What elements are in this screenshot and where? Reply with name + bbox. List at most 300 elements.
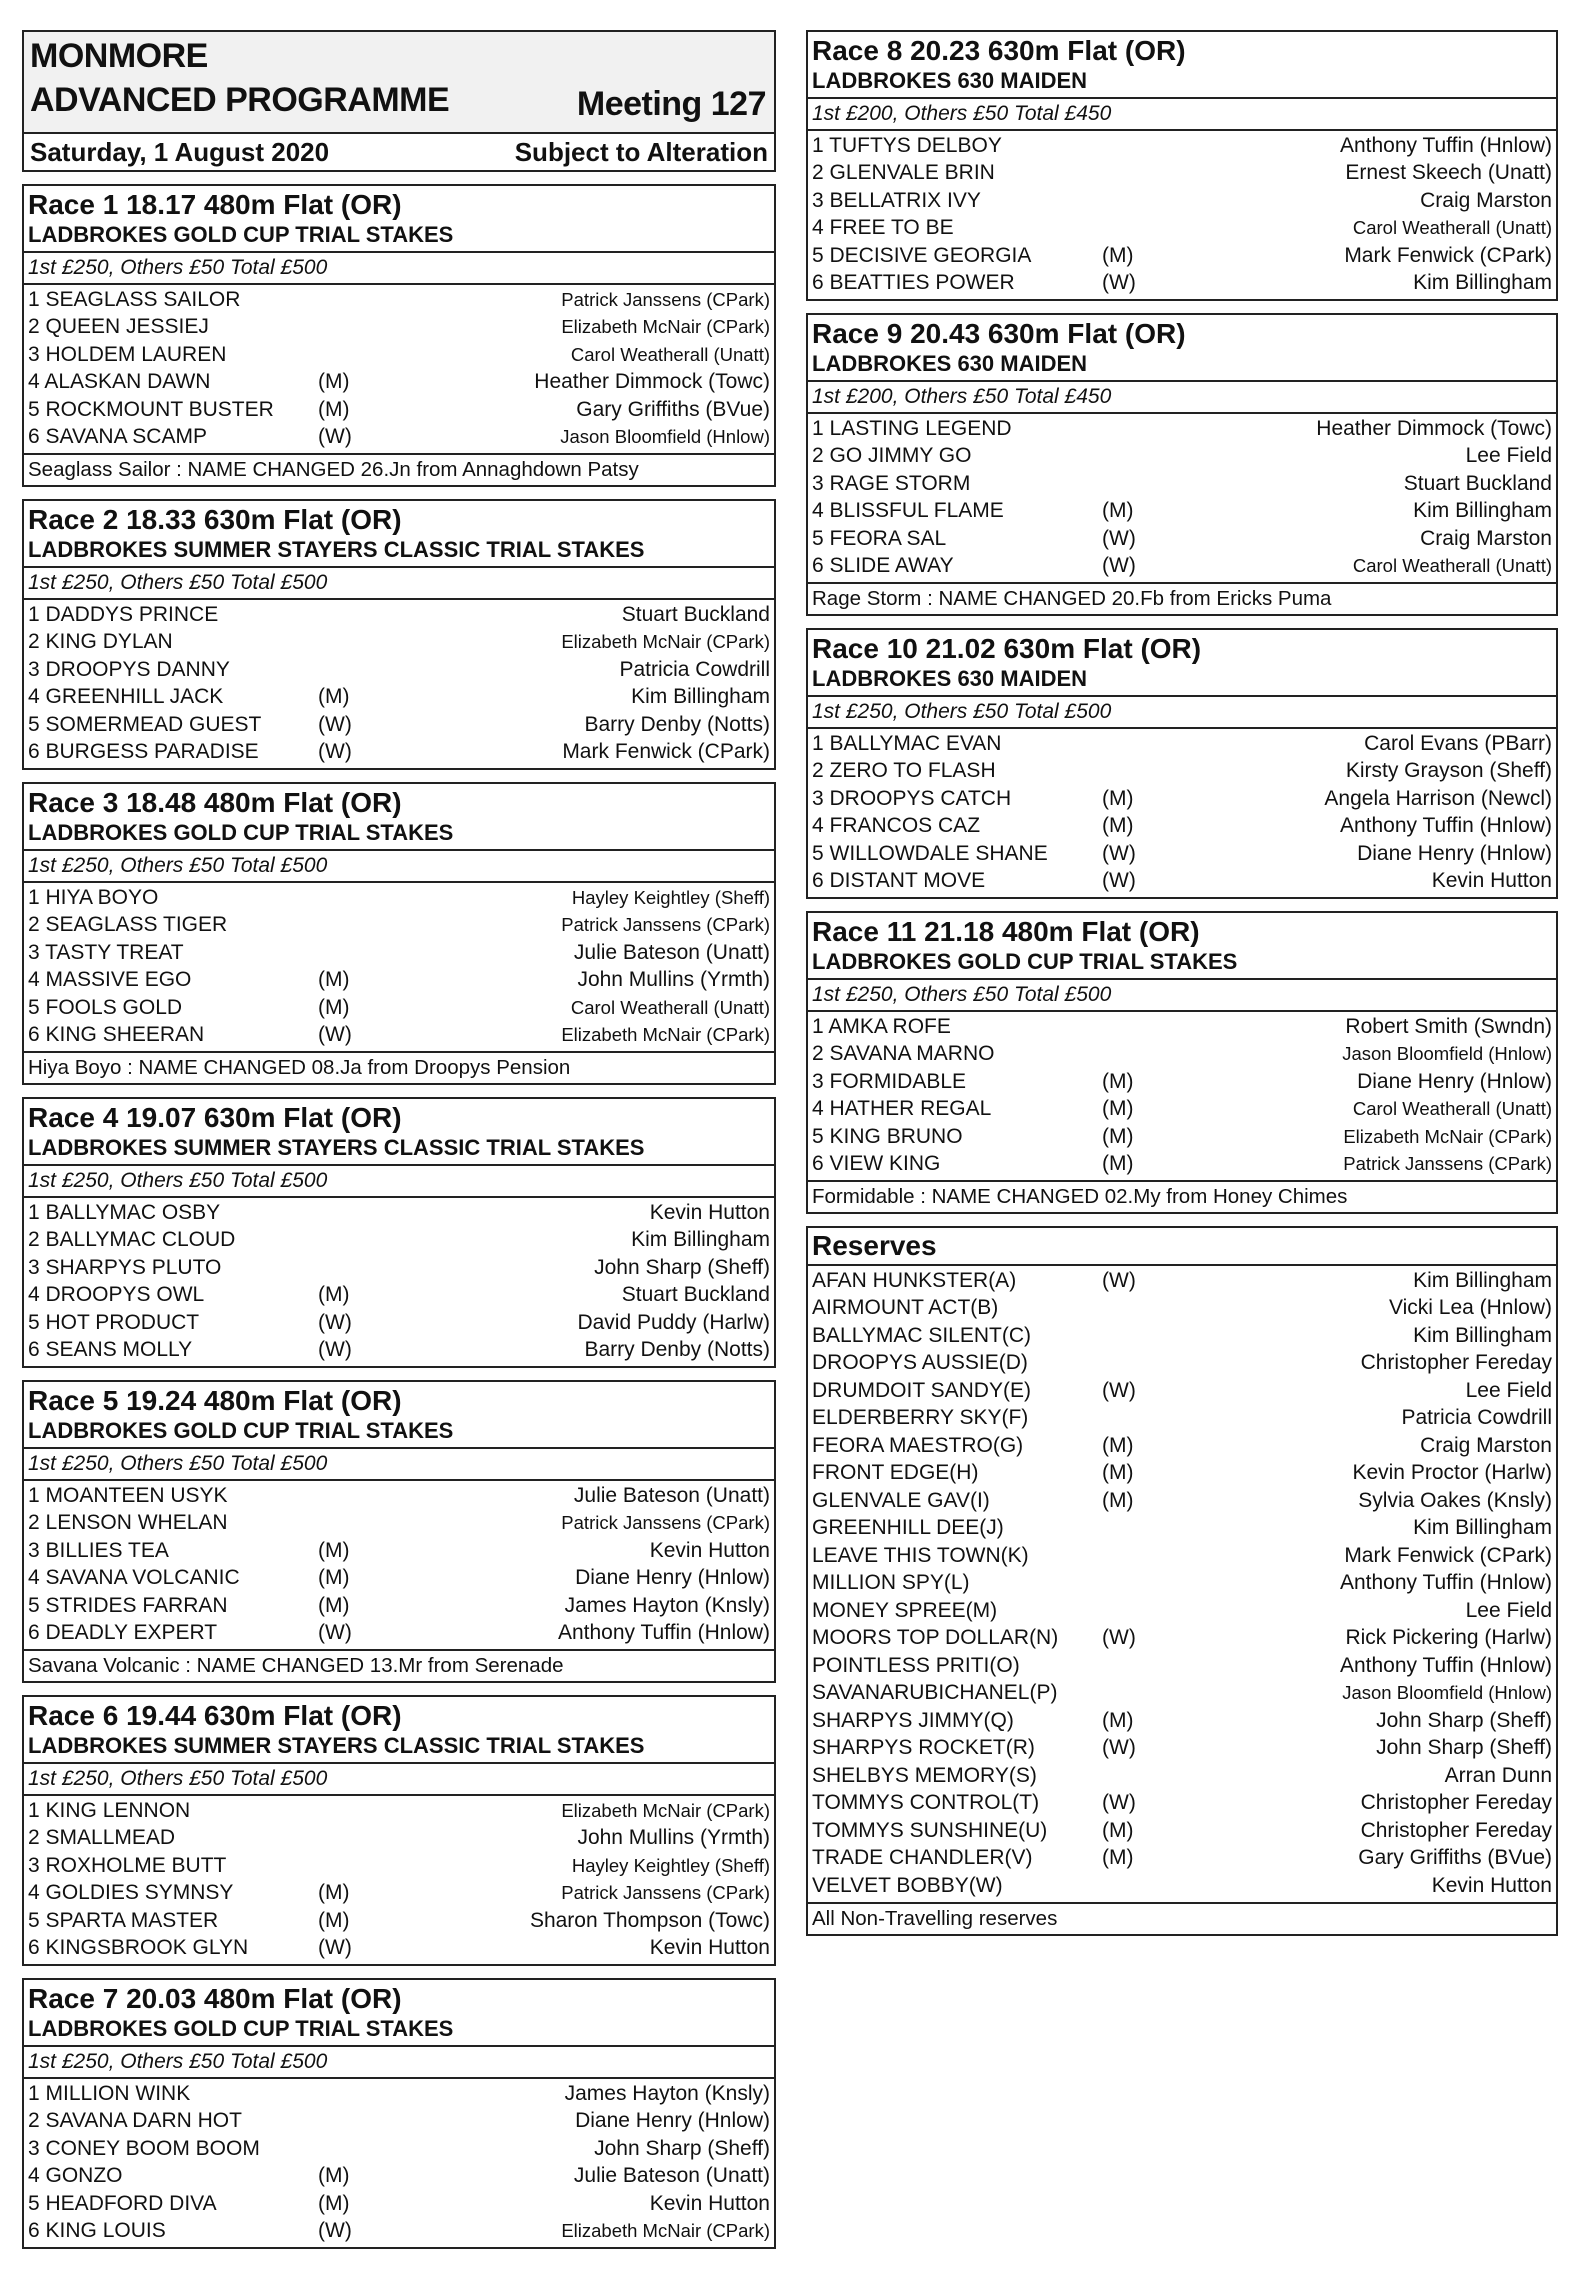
runner-list	[808, 1012, 1556, 1180]
sex-indicator: (M)	[318, 2164, 350, 2188]
race-header	[24, 501, 774, 568]
trainer-name: Lee Field	[1465, 444, 1552, 468]
dog-name: 6 KINGSBROOK GLYN	[28, 1936, 249, 1960]
reserve-row	[808, 1267, 1556, 1295]
sex-indicator: (M)	[318, 995, 350, 1019]
trainer-name: Gary Griffiths (BVue)	[1358, 1846, 1552, 1870]
runner-list	[808, 131, 1556, 299]
race-card	[22, 1695, 776, 1966]
trainer-name: Patrick Janssens (CPark)	[561, 914, 770, 936]
sex-indicator: (W)	[318, 1936, 352, 1960]
sex-indicator: (M)	[1102, 814, 1134, 838]
runner-row	[808, 132, 1556, 160]
dog-name: 2 QUEEN JESSIEJ	[28, 315, 209, 339]
runner-row	[24, 1565, 774, 1593]
dog-name: 4 GONZO	[28, 2164, 123, 2188]
dog-name: 1 KING LENNON	[28, 1798, 191, 1822]
dog-name: VELVET BOBBY(W)	[812, 1873, 1003, 1897]
dog-name: 3 HOLDEM LAUREN	[28, 342, 227, 366]
sex-indicator: (M)	[1102, 1461, 1134, 1485]
trainer-name: Carol Weatherall (Unatt)	[1352, 555, 1552, 577]
runner-row	[24, 1620, 774, 1648]
race-title: Race 8 20.23 630m Flat (OR)	[812, 35, 1186, 66]
dog-name: 4 DROOPYS OWL	[28, 1283, 205, 1307]
runner-row	[24, 994, 774, 1022]
sex-indicator: (W)	[318, 1310, 352, 1334]
runner-row	[24, 1825, 774, 1853]
runner-row	[808, 813, 1556, 841]
dog-name: 4 HATHER REGAL	[812, 1097, 992, 1121]
dog-name: 3 CONEY BOOM BOOM	[28, 2136, 260, 2160]
dog-name: FRONT EDGE(H)	[812, 1461, 979, 1485]
reserve-row	[808, 1652, 1556, 1680]
dog-name: 6 KING LOUIS	[28, 2219, 166, 2243]
dog-name: 1 DADDYS PRINCE	[28, 602, 219, 626]
runner-row	[808, 1123, 1556, 1151]
trainer-name: John Sharp (Sheff)	[1376, 1736, 1552, 1760]
trainer-name: David Puddy (Harlw)	[577, 1310, 770, 1334]
trainer-name: Rick Pickering (Harlw)	[1345, 1626, 1552, 1650]
trainer-name: James Hayton (Knsly)	[564, 1593, 770, 1617]
dog-name: 5 ROCKMOUNT BUSTER	[28, 397, 274, 421]
trainer-name: Lee Field	[1465, 1598, 1552, 1622]
sex-indicator: (W)	[1102, 271, 1136, 295]
sex-indicator: (M)	[1102, 1433, 1134, 1457]
reserve-row	[808, 1515, 1556, 1543]
name-change-note: Hiya Boyo : NAME CHANGED 08.Ja from Droopys Pension	[24, 1051, 774, 1083]
runner-row	[24, 341, 774, 369]
prize-money: 1st £250, Others £50 Total £500	[24, 2047, 774, 2079]
dog-name: 2 SEAGLASS TIGER	[28, 913, 228, 937]
runner-row	[24, 1254, 774, 1282]
runner-row	[24, 2135, 774, 2163]
runner-row	[24, 939, 774, 967]
dog-name: 1 MOANTEEN USYK	[28, 1483, 228, 1507]
trainer-name: Carol Weatherall (Unatt)	[570, 996, 770, 1018]
reserve-row	[808, 1735, 1556, 1763]
runner-row	[24, 1022, 774, 1050]
sex-indicator: (W)	[1102, 869, 1136, 893]
trainer-name: Elizabeth McNair (CPark)	[561, 631, 770, 653]
dog-name: 6 SEANS MOLLY	[28, 1338, 193, 1362]
reserve-row	[808, 1295, 1556, 1323]
trainer-name: Kevin Hutton	[649, 1200, 770, 1224]
dog-name: MILLION SPY(L)	[812, 1571, 970, 1595]
runner-row	[24, 656, 774, 684]
sex-indicator: (M)	[1102, 1152, 1134, 1176]
runner-row	[24, 2218, 774, 2246]
dog-name: 4 MASSIVE EGO	[28, 968, 192, 992]
runner-row	[24, 1227, 774, 1255]
runner-list	[24, 1198, 774, 1366]
runner-list	[24, 285, 774, 453]
trainer-name: Angela Harrison (Newcl)	[1324, 786, 1552, 810]
race-title: Race 5 19.24 480m Flat (OR)	[28, 1385, 402, 1416]
race-header	[24, 1980, 774, 2047]
dog-name: MONEY SPREE(M)	[812, 1598, 998, 1622]
sex-indicator: (M)	[1102, 1846, 1134, 1870]
sex-indicator: (W)	[318, 740, 352, 764]
trainer-name: Anthony Tuffin (Hnlow)	[1339, 133, 1552, 157]
dog-name: SHARPYS JIMMY(Q)	[812, 1708, 1014, 1732]
dog-name: GLENVALE GAV(I)	[812, 1488, 990, 1512]
trainer-name: Kevin Hutton	[649, 1936, 770, 1960]
trainer-name: Anthony Tuffin (Hnlow)	[1339, 814, 1552, 838]
runner-row	[808, 470, 1556, 498]
reserve-row	[808, 1790, 1556, 1818]
dog-name: 1 BALLYMAC OSBY	[28, 1200, 221, 1224]
race-name: LADBROKES GOLD CUP TRIAL STAKES	[28, 1418, 454, 1443]
trainer-name: Sharon Thompson (Towc)	[529, 1908, 770, 1932]
trainer-name: John Sharp (Sheff)	[1376, 1708, 1552, 1732]
dog-name: 1 HIYA BOYO	[28, 885, 159, 909]
sex-indicator: (W)	[318, 712, 352, 736]
dog-name: 5 FEORA SAL	[812, 526, 947, 550]
dog-name: 5 KING BRUNO	[812, 1124, 963, 1148]
trainer-name: Stuart Buckland	[1403, 471, 1552, 495]
dog-name: TRADE CHANDLER(V)	[812, 1846, 1033, 1870]
trainer-name: Anthony Tuffin (Hnlow)	[1339, 1571, 1552, 1595]
dog-name: 1 AMKA ROFE	[812, 1014, 951, 1038]
runner-row	[808, 415, 1556, 443]
sex-indicator: (W)	[318, 425, 352, 449]
runner-row	[808, 443, 1556, 471]
right-column	[806, 30, 1558, 1948]
dog-name: 3 BELLATRIX IVY	[812, 188, 981, 212]
runner-row	[24, 424, 774, 452]
reserve-row	[808, 1570, 1556, 1598]
race-name: LADBROKES SUMMER STAYERS CLASSIC TRIAL STAKES	[28, 1733, 645, 1758]
reserve-row	[808, 1845, 1556, 1873]
reserve-row	[808, 1872, 1556, 1900]
dog-name: 5 DECISIVE GEORGIA	[812, 243, 1032, 267]
race-header	[808, 315, 1556, 382]
dog-name: 6 VIEW KING	[812, 1152, 941, 1176]
race-name: LADBROKES SUMMER STAYERS CLASSIC TRIAL STAKES	[28, 537, 645, 562]
reserve-row	[808, 1817, 1556, 1845]
trainer-name: Patrick Janssens (CPark)	[561, 1512, 770, 1534]
runner-row	[24, 912, 774, 940]
runner-row	[808, 1041, 1556, 1069]
race-name: LADBROKES GOLD CUP TRIAL STAKES	[28, 820, 454, 845]
trainer-name: Kevin Hutton	[1431, 1873, 1552, 1897]
runner-row	[24, 314, 774, 342]
trainer-name: Gary Griffiths (BVue)	[576, 397, 770, 421]
sex-indicator: (M)	[318, 968, 350, 992]
dog-name: 5 HOT PRODUCT	[28, 1310, 200, 1334]
trainer-name: Elizabeth McNair (CPark)	[561, 2220, 770, 2242]
dog-name: 3 DROOPYS DANNY	[28, 657, 230, 681]
prize-money: 1st £250, Others £50 Total £500	[24, 851, 774, 883]
left-column	[22, 30, 776, 2261]
dog-name: 6 DISTANT MOVE	[812, 869, 986, 893]
dog-name: 4 GOLDIES SYMNSY	[28, 1881, 234, 1905]
programme-header	[22, 30, 776, 172]
runner-row	[24, 2190, 774, 2218]
runner-row	[24, 1282, 774, 1310]
trainer-name: Diane Henry (Hnlow)	[575, 1566, 770, 1590]
race-name: LADBROKES GOLD CUP TRIAL STAKES	[28, 222, 454, 247]
trainer-name: Kim Billingham	[1413, 499, 1552, 523]
trainer-name: Hayley Keightley (Sheff)	[571, 1854, 770, 1876]
reserve-row	[808, 1405, 1556, 1433]
prize-money: 1st £250, Others £50 Total £500	[24, 253, 774, 285]
trainer-name: Julie Bateson (Unatt)	[573, 940, 770, 964]
runner-row	[24, 1852, 774, 1880]
reserves-box	[806, 1226, 1558, 1936]
race-card	[806, 313, 1558, 616]
sex-indicator: (M)	[1102, 1708, 1134, 1732]
race-title: Race 1 18.17 480m Flat (OR)	[28, 189, 402, 220]
name-change-note: Savana Volcanic : NAME CHANGED 13.Mr from Serenade	[24, 1649, 774, 1681]
dog-name: 2 SAVANA MARNO	[812, 1042, 995, 1066]
dog-name: 3 BILLIES TEA	[28, 1538, 169, 1562]
dog-name: POINTLESS PRITI(O)	[812, 1653, 1020, 1677]
trainer-name: Mark Fenwick (CPark)	[562, 740, 770, 764]
sex-indicator: (M)	[1102, 1124, 1134, 1148]
dog-name: 2 SAVANA DARN HOT	[28, 2109, 242, 2133]
reserve-row	[808, 1680, 1556, 1708]
race-header	[24, 1099, 774, 1166]
trainer-name: Jason Bloomfield (Hnlow)	[1342, 1043, 1552, 1065]
trainer-name: John Mullins (Yrmth)	[577, 1826, 770, 1850]
trainer-name: Kim Billingham	[1413, 1323, 1552, 1347]
race-name: LADBROKES 630 MAIDEN	[812, 68, 1088, 93]
runner-row	[808, 553, 1556, 581]
trainer-name: Anthony Tuffin (Hnlow)	[1339, 1653, 1552, 1677]
race-header	[24, 1697, 774, 1764]
dog-name: 2 ZERO TO FLASH	[812, 759, 996, 783]
dog-name: 4 GREENHILL JACK	[28, 685, 224, 709]
prize-money: 1st £200, Others £50 Total £450	[808, 99, 1556, 131]
sex-indicator: (W)	[318, 2219, 352, 2243]
prize-money: 1st £200, Others £50 Total £450	[808, 382, 1556, 414]
dog-name: 4 ALASKAN DAWN	[28, 370, 211, 394]
prize-money: 1st £250, Others £50 Total £500	[808, 980, 1556, 1012]
trainer-name: Hayley Keightley (Sheff)	[571, 886, 770, 908]
trainer-name: Jason Bloomfield (Hnlow)	[560, 426, 770, 448]
dog-name: 4 FREE TO BE	[812, 216, 954, 240]
prize-money: 1st £250, Others £50 Total £500	[24, 568, 774, 600]
dog-name: TOMMYS CONTROL(T)	[812, 1791, 1040, 1815]
trainer-name: Craig Marston	[1420, 1433, 1552, 1457]
race-header	[808, 630, 1556, 697]
dog-name: AFAN HUNKSTER(A)	[812, 1268, 1017, 1292]
reserves-list	[808, 1266, 1556, 1902]
trainer-name: John Sharp (Sheff)	[594, 2136, 770, 2160]
runner-row	[24, 1797, 774, 1825]
sex-indicator: (M)	[1102, 499, 1134, 523]
dog-name: 3 RAGE STORM	[812, 471, 971, 495]
trainer-name: Carol Evans (PBarr)	[1364, 731, 1552, 755]
sex-indicator: (W)	[1102, 1378, 1136, 1402]
sex-indicator: (M)	[318, 685, 350, 709]
trainer-name: Stuart Buckland	[621, 1283, 770, 1307]
race-card	[806, 628, 1558, 899]
trainer-name: Jason Bloomfield (Hnlow)	[1342, 1682, 1552, 1704]
reserve-row	[808, 1350, 1556, 1378]
trainer-name: Carol Weatherall (Unatt)	[570, 343, 770, 365]
dog-name: 6 KING SHEERAN	[28, 1023, 205, 1047]
alteration-notice: Subject to Alteration	[514, 137, 768, 167]
runner-row	[808, 758, 1556, 786]
sex-indicator: (M)	[318, 1908, 350, 1932]
trainer-name: Sylvia Oakes (Knsly)	[1358, 1488, 1552, 1512]
trainer-name: Kevin Hutton	[649, 1538, 770, 1562]
sex-indicator: (W)	[318, 1621, 352, 1645]
race-title: Race 3 18.48 480m Flat (OR)	[28, 787, 402, 818]
race-card	[22, 1097, 776, 1368]
meeting-date: Saturday, 1 August 2020	[30, 137, 330, 167]
runner-row	[24, 1907, 774, 1935]
sex-indicator: (W)	[1102, 841, 1136, 865]
dog-name: 2 BALLYMAC CLOUD	[28, 1228, 236, 1252]
runner-row	[24, 1309, 774, 1337]
runner-row	[24, 2108, 774, 2136]
trainer-name: Elizabeth McNair (CPark)	[561, 1799, 770, 1821]
reserves-note: All Non-Travelling reserves	[808, 1902, 1556, 1934]
dog-name: DROOPYS AUSSIE(D)	[812, 1351, 1028, 1375]
runner-row	[24, 369, 774, 397]
trainer-name: Patrick Janssens (CPark)	[561, 288, 770, 310]
race-list-right	[806, 30, 1558, 1214]
dog-name: SAVANARUBICHANEL(P)	[812, 1681, 1058, 1705]
sex-indicator: (M)	[1102, 1818, 1134, 1842]
sex-indicator: (M)	[318, 2191, 350, 2215]
trainer-name: Patrick Janssens (CPark)	[1343, 1153, 1552, 1175]
trainer-name: Christopher Fereday	[1360, 1818, 1552, 1842]
trainer-name: Anthony Tuffin (Hnlow)	[557, 1621, 770, 1645]
runner-row	[24, 967, 774, 995]
runner-list	[24, 1481, 774, 1649]
prize-money: 1st £250, Others £50 Total £500	[24, 1764, 774, 1796]
sex-indicator: (M)	[1102, 243, 1134, 267]
runner-row	[24, 2080, 774, 2108]
reserve-row	[808, 1762, 1556, 1790]
runner-row	[808, 242, 1556, 270]
dog-name: 1 SEAGLASS SAILOR	[28, 287, 241, 311]
sex-indicator: (M)	[318, 1283, 350, 1307]
sex-indicator: (M)	[318, 1538, 350, 1562]
reserve-row	[808, 1322, 1556, 1350]
runner-row	[24, 1537, 774, 1565]
reserve-row	[808, 1707, 1556, 1735]
dog-name: SHELBYS MEMORY(S)	[812, 1763, 1037, 1787]
trainer-name: Christopher Fereday	[1360, 1351, 1552, 1375]
sex-indicator: (M)	[318, 1881, 350, 1905]
trainer-name: John Sharp (Sheff)	[594, 1255, 770, 1279]
name-change-note: Rage Storm : NAME CHANGED 20.Fb from Ericks Puma	[808, 582, 1556, 614]
runner-row	[24, 629, 774, 657]
race-title: Race 7 20.03 480m Flat (OR)	[28, 1983, 402, 2014]
trainer-name: Patricia Cowdrill	[1401, 1406, 1552, 1430]
trainer-name: Stuart Buckland	[621, 602, 770, 626]
trainer-name: Vicki Lea (Hnlow)	[1388, 1296, 1552, 1320]
dog-name: 5 SPARTA MASTER	[28, 1908, 219, 1932]
trainer-name: Ernest Skeech (Unatt)	[1345, 161, 1552, 185]
dog-name: 3 TASTY TREAT	[28, 940, 184, 964]
trainer-name: Lee Field	[1465, 1378, 1552, 1402]
dog-name: 6 SLIDE AWAY	[812, 554, 954, 578]
runner-row	[808, 1096, 1556, 1124]
dog-name: 2 GLENVALE BRIN	[812, 161, 995, 185]
trainer-name: Craig Marston	[1420, 188, 1552, 212]
dog-name: 5 HEADFORD DIVA	[28, 2191, 217, 2215]
race-list-left	[22, 184, 776, 2249]
dog-name: 5 STRIDES FARRAN	[28, 1593, 228, 1617]
runner-list	[808, 414, 1556, 582]
sex-indicator: (M)	[318, 397, 350, 421]
race-card	[806, 911, 1558, 1214]
runner-row	[808, 840, 1556, 868]
sex-indicator: (W)	[1102, 1736, 1136, 1760]
prize-money: 1st £250, Others £50 Total £500	[808, 697, 1556, 729]
sex-indicator: (M)	[1102, 1069, 1134, 1093]
sex-indicator: (M)	[318, 1566, 350, 1590]
trainer-name: Arran Dunn	[1444, 1763, 1552, 1787]
runner-row	[24, 711, 774, 739]
sex-indicator: (W)	[318, 1338, 352, 1362]
race-card	[806, 30, 1558, 301]
sex-indicator: (M)	[1102, 1488, 1134, 1512]
trainer-name: Diane Henry (Hnlow)	[1357, 841, 1552, 865]
runner-row	[808, 187, 1556, 215]
trainer-name: Julie Bateson (Unatt)	[573, 1483, 770, 1507]
dog-name: LEAVE THIS TOWN(K)	[812, 1543, 1029, 1567]
trainer-name: Diane Henry (Hnlow)	[575, 2109, 770, 2133]
runner-list	[24, 2079, 774, 2247]
trainer-name: Elizabeth McNair (CPark)	[561, 316, 770, 338]
trainer-name: James Hayton (Knsly)	[564, 2081, 770, 2105]
dog-name: 5 FOOLS GOLD	[28, 995, 183, 1019]
dog-name: 3 ROXHOLME BUTT	[28, 1853, 227, 1877]
race-title: Race 9 20.43 630m Flat (OR)	[812, 318, 1186, 349]
runner-row	[24, 1482, 774, 1510]
runner-list	[24, 883, 774, 1051]
dog-name: GREENHILL DEE(J)	[812, 1516, 1004, 1540]
dog-name: 3 SHARPYS PLUTO	[28, 1255, 222, 1279]
reserve-row	[808, 1432, 1556, 1460]
runner-row	[808, 1151, 1556, 1179]
venue-name: MONMORE	[30, 37, 208, 75]
trainer-name: Christopher Fereday	[1360, 1791, 1552, 1815]
sex-indicator: (W)	[1102, 1626, 1136, 1650]
race-name: LADBROKES SUMMER STAYERS CLASSIC TRIAL STAKES	[28, 1135, 645, 1160]
sex-indicator: (M)	[1102, 1097, 1134, 1121]
trainer-name: Patricia Cowdrill	[619, 657, 770, 681]
runner-row	[24, 1199, 774, 1227]
trainer-name: Kevin Hutton	[649, 2191, 770, 2215]
trainer-name: Kim Billingham	[631, 685, 770, 709]
runner-row	[808, 525, 1556, 553]
reserve-row	[808, 1487, 1556, 1515]
runner-row	[24, 601, 774, 629]
trainer-name: Patrick Janssens (CPark)	[561, 1882, 770, 1904]
runner-row	[808, 160, 1556, 188]
dog-name: 5 WILLOWDALE SHANE	[812, 841, 1048, 865]
runner-row	[24, 684, 774, 712]
race-card	[22, 782, 776, 1085]
sex-indicator: (W)	[318, 1023, 352, 1047]
trainer-name: Kim Billingham	[1413, 1268, 1552, 1292]
trainer-name: John Mullins (Yrmth)	[577, 968, 770, 992]
dog-name: 6 BEATTIES POWER	[812, 271, 1015, 295]
race-title: Race 6 19.44 630m Flat (OR)	[28, 1700, 402, 1731]
trainer-name: Kevin Proctor (Harlw)	[1352, 1461, 1552, 1485]
race-header	[24, 1382, 774, 1449]
trainer-name: Carol Weatherall (Unatt)	[1352, 1098, 1552, 1120]
race-header	[24, 186, 774, 253]
